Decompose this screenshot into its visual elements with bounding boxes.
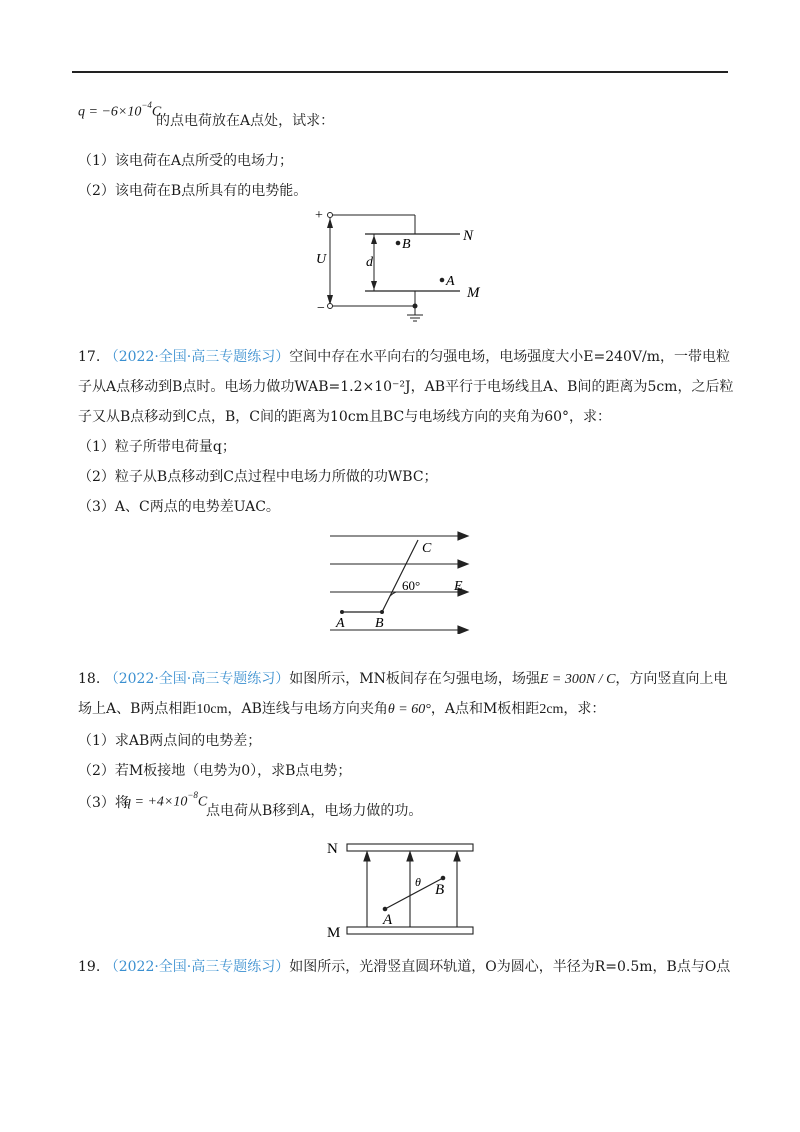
q18-item-3-prefix: （3）将 xyxy=(78,795,129,811)
q17-fig-B: B xyxy=(375,616,384,631)
q19-text-1: 如图所示，光滑竖直圆环轨道，O为圆心，半径为R=0.5m，B点与O点 xyxy=(289,959,731,975)
q17-line-1 xyxy=(78,346,730,368)
q19-number: 19. xyxy=(78,959,101,975)
q18-line-1 xyxy=(78,668,727,691)
q16-fig-M: M xyxy=(467,285,480,301)
q16-fig-plus: + xyxy=(315,208,323,223)
q18-item-3-suffix: 点电荷从B移到A，电场力做的功。 xyxy=(206,803,423,819)
q16-fig-B: B xyxy=(402,237,411,252)
q17-text-1: 空间中存在水平向右的匀强电场，电场强度大小E=240V/m，一带电粒 xyxy=(289,349,731,365)
q17-fig-angle: 60° xyxy=(402,578,421,593)
q17-item-1: （1）粒子所带电荷量q； xyxy=(78,439,236,455)
q18-number: 18. xyxy=(78,671,101,687)
q16-item-2: （2）该电荷在B点所具有的电势能。 xyxy=(78,183,308,199)
q19-line-1 xyxy=(78,956,730,978)
q16-fig-minus: − xyxy=(317,301,325,316)
q18-charge xyxy=(124,786,207,814)
q16-charge-unit: C xyxy=(151,104,162,120)
q18-fig-N: N xyxy=(327,841,338,857)
q18-text-2a: 场上A、B两点相距 xyxy=(78,701,197,717)
q18-item-1: （1）求AB两点间的电势差； xyxy=(78,733,262,749)
q18-fig-theta: θ xyxy=(415,875,421,889)
q18-text-2b: ，AB连线与电场方向夹角 xyxy=(227,701,388,717)
q16-figure xyxy=(310,208,500,326)
q18-theta: θ = 60° xyxy=(387,702,431,717)
q18-text-2d: ，求： xyxy=(563,701,606,717)
q16-item-1: （1）该电荷在A点所受的电场力； xyxy=(78,153,294,169)
q17-fig-E: E xyxy=(454,579,463,594)
q18-text-2c: ，A点和M板相距 xyxy=(430,701,540,717)
q16-fig-N: N xyxy=(463,228,474,244)
q18-E-formula: E = 300N / C xyxy=(539,672,616,687)
q17-item-3: （3）A、C两点的电势差UAC。 xyxy=(78,499,280,515)
q18-fig-B: B xyxy=(435,882,445,898)
q18-source: （2022·全国·高三专题练习） xyxy=(104,671,290,687)
q18-charge-formula: q = +4×10 xyxy=(124,794,188,810)
q18-figure xyxy=(325,838,480,942)
q18-line-2 xyxy=(78,698,605,721)
q18-text-1a: 如图所示，MN板间存在匀强电场，场强 xyxy=(289,671,540,687)
q18-text-1b: ，方向竖直向上电 xyxy=(615,671,728,687)
q16-intro: 的点电荷放在A点处，试求： xyxy=(156,113,335,129)
q18-charge-exp: −8 xyxy=(187,790,198,800)
q16-fig-A: A xyxy=(446,274,455,289)
q17-fig-C: C xyxy=(422,541,432,556)
q18-fig-A: A xyxy=(383,912,393,928)
q17-figure xyxy=(330,526,475,634)
q16-fig-U: U xyxy=(316,252,327,267)
header-rule xyxy=(72,71,728,73)
q16-fig-d: d xyxy=(366,255,373,270)
q19-source: （2022·全国·高三专题练习） xyxy=(104,959,290,975)
q17-item-2: （2）粒子从B点移动到C点过程中电场力所做的功WBC； xyxy=(78,469,438,485)
q17-fig-A: A xyxy=(336,616,345,631)
q17-number: 17. xyxy=(78,349,101,365)
q18-fig-M: M xyxy=(327,925,341,941)
q18-dist2: 2cm xyxy=(539,702,564,717)
q17-line-3: 子又从B点移动到C点，B，C间的距离为10cm且BC与电场线方向的夹角为60°，求： xyxy=(78,409,612,425)
q18-charge-unit: C xyxy=(197,794,208,810)
q17-source: （2022·全国·高三专题练习） xyxy=(104,349,290,365)
q16-charge-formula: q = −6×10 xyxy=(78,104,142,120)
q16-charge-line xyxy=(78,96,161,124)
q17-line-2: 子从A点移动到B点时。电场力做功WAB=1.2×10⁻²J，AB平行于电场线且A、B间的距离为5cm，之后粒 xyxy=(78,379,734,395)
q18-dist: 10cm xyxy=(196,702,228,717)
q18-item-2: （2）若M板接地（电势为0），求B点电势； xyxy=(78,763,352,779)
q16-charge-exp: −4 xyxy=(141,100,152,110)
